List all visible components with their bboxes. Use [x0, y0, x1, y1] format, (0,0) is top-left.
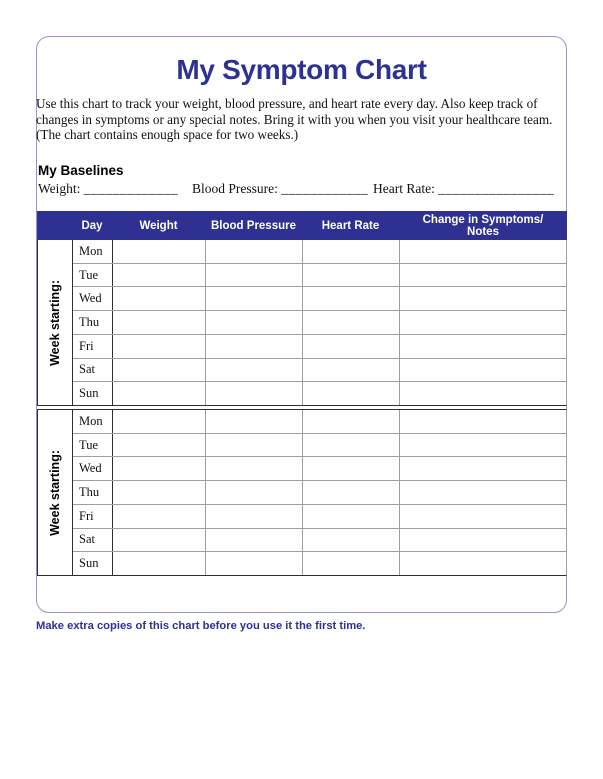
weight-cell	[113, 311, 206, 334]
heart-rate-cell	[303, 529, 400, 552]
table-row	[73, 434, 566, 458]
week-2-block	[37, 409, 567, 576]
header-weight: Weight	[139, 219, 178, 232]
weight-cell	[113, 552, 206, 575]
weight-cell	[113, 505, 206, 528]
day-label: Sun	[73, 552, 113, 575]
header-blood-pressure: Blood Pressure	[211, 219, 296, 232]
day-label: Tue	[73, 264, 113, 287]
blood-pressure-cell	[206, 287, 303, 310]
blood-pressure-cell	[206, 457, 303, 480]
notes-cell	[400, 481, 566, 504]
heart-rate-cell	[303, 552, 400, 575]
notes-cell	[400, 335, 566, 358]
notes-cell	[400, 359, 566, 382]
heart-rate-cell	[303, 240, 400, 263]
notes-cell	[400, 410, 566, 433]
footer-note: Make extra copies of this chart before you use it the first time.	[36, 620, 366, 632]
notes-cell	[400, 552, 566, 575]
baseline-bp-label: Blood Pressure:	[192, 181, 278, 196]
day-label: Mon	[73, 410, 113, 433]
table-row	[73, 382, 566, 405]
day-label: Fri	[73, 505, 113, 528]
notes-cell	[400, 240, 566, 263]
intro-line: changes in symptoms or any special notes. Bring it with you when you visit your healthcare team.	[36, 111, 553, 127]
blood-pressure-cell	[206, 552, 303, 575]
blood-pressure-cell	[206, 529, 303, 552]
heart-rate-cell	[303, 335, 400, 358]
intro-paragraph	[36, 96, 576, 143]
day-label: Sat	[73, 529, 113, 552]
heart-rate-cell	[303, 410, 400, 433]
baseline-bp-field	[192, 181, 368, 197]
table-row	[73, 529, 566, 553]
header-day: Day	[81, 219, 103, 232]
day-label: Sat	[73, 359, 113, 382]
notes-cell	[400, 529, 566, 552]
heart-rate-cell	[303, 505, 400, 528]
heart-rate-cell	[303, 311, 400, 334]
day-label: Mon	[73, 240, 113, 263]
weight-cell	[113, 434, 206, 457]
table-row	[73, 552, 566, 575]
heart-rate-cell	[303, 359, 400, 382]
notes-cell	[400, 434, 566, 457]
week-2-rows	[73, 410, 566, 575]
blood-pressure-cell	[206, 481, 303, 504]
table-row	[73, 481, 566, 505]
blood-pressure-cell	[206, 505, 303, 528]
day-label: Wed	[73, 457, 113, 480]
day-label: Thu	[73, 311, 113, 334]
blood-pressure-cell	[206, 410, 303, 433]
symptom-table	[37, 211, 567, 576]
baselines-heading: My Baselines	[38, 163, 124, 178]
notes-cell	[400, 505, 566, 528]
baseline-weight-blank: _____________	[83, 181, 179, 196]
week-1-block	[37, 240, 567, 406]
heart-rate-cell	[303, 481, 400, 504]
day-label: Wed	[73, 287, 113, 310]
day-label: Tue	[73, 434, 113, 457]
week-2-label: Week starting:	[48, 449, 62, 536]
baseline-hr-label: Heart Rate:	[373, 181, 435, 196]
intro-line: Use this chart to track your weight, blood pressure, and heart rate every day. Also keep track of	[36, 96, 538, 111]
weight-cell	[113, 529, 206, 552]
day-label: Thu	[73, 481, 113, 504]
blood-pressure-cell	[206, 311, 303, 334]
notes-cell	[400, 264, 566, 287]
header-symptoms-notes	[399, 214, 567, 238]
blood-pressure-cell	[206, 240, 303, 263]
baseline-hr-blank: ________________	[438, 181, 555, 196]
blood-pressure-cell	[206, 382, 303, 405]
week-1-label: Week starting:	[48, 279, 62, 366]
weight-cell	[113, 481, 206, 504]
page-title: My Symptom Chart	[176, 54, 427, 85]
blood-pressure-cell	[206, 359, 303, 382]
baseline-weight-field	[38, 181, 178, 197]
weight-cell	[113, 382, 206, 405]
week-2-label-cell	[38, 410, 73, 575]
day-label: Fri	[73, 335, 113, 358]
weight-cell	[113, 287, 206, 310]
baseline-bp-blank: ____________	[281, 181, 369, 196]
intro-line: (The chart contains enough space for two weeks.)	[36, 127, 299, 143]
heart-rate-cell	[303, 382, 400, 405]
header-heart-rate: Heart Rate	[321, 219, 380, 232]
weight-cell	[113, 264, 206, 287]
blood-pressure-cell	[206, 264, 303, 287]
baseline-weight-label: Weight:	[38, 181, 81, 196]
table-row	[73, 457, 566, 481]
table-row	[73, 359, 566, 383]
table-row	[73, 335, 566, 359]
day-label: Sun	[73, 382, 113, 405]
heart-rate-cell	[303, 434, 400, 457]
baseline-hr-field	[373, 181, 554, 197]
notes-cell	[400, 311, 566, 334]
table-header-row	[37, 211, 567, 240]
notes-cell	[400, 287, 566, 310]
weight-cell	[113, 359, 206, 382]
table-row	[73, 240, 566, 264]
blood-pressure-cell	[206, 335, 303, 358]
table-row	[73, 505, 566, 529]
weight-cell	[113, 335, 206, 358]
heart-rate-cell	[303, 264, 400, 287]
header-symptoms-line1: Change in Symptoms/	[422, 213, 544, 226]
heart-rate-cell	[303, 457, 400, 480]
heart-rate-cell	[303, 287, 400, 310]
week-1-label-cell	[38, 240, 73, 405]
weight-cell	[113, 457, 206, 480]
table-row	[73, 410, 566, 434]
header-symptoms-line2: Notes	[467, 225, 499, 238]
table-row	[73, 264, 566, 288]
week-1-rows	[73, 240, 566, 405]
weight-cell	[113, 410, 206, 433]
table-row	[73, 287, 566, 311]
notes-cell	[400, 457, 566, 480]
weight-cell	[113, 240, 206, 263]
notes-cell	[400, 382, 566, 405]
table-row	[73, 311, 566, 335]
blood-pressure-cell	[206, 434, 303, 457]
